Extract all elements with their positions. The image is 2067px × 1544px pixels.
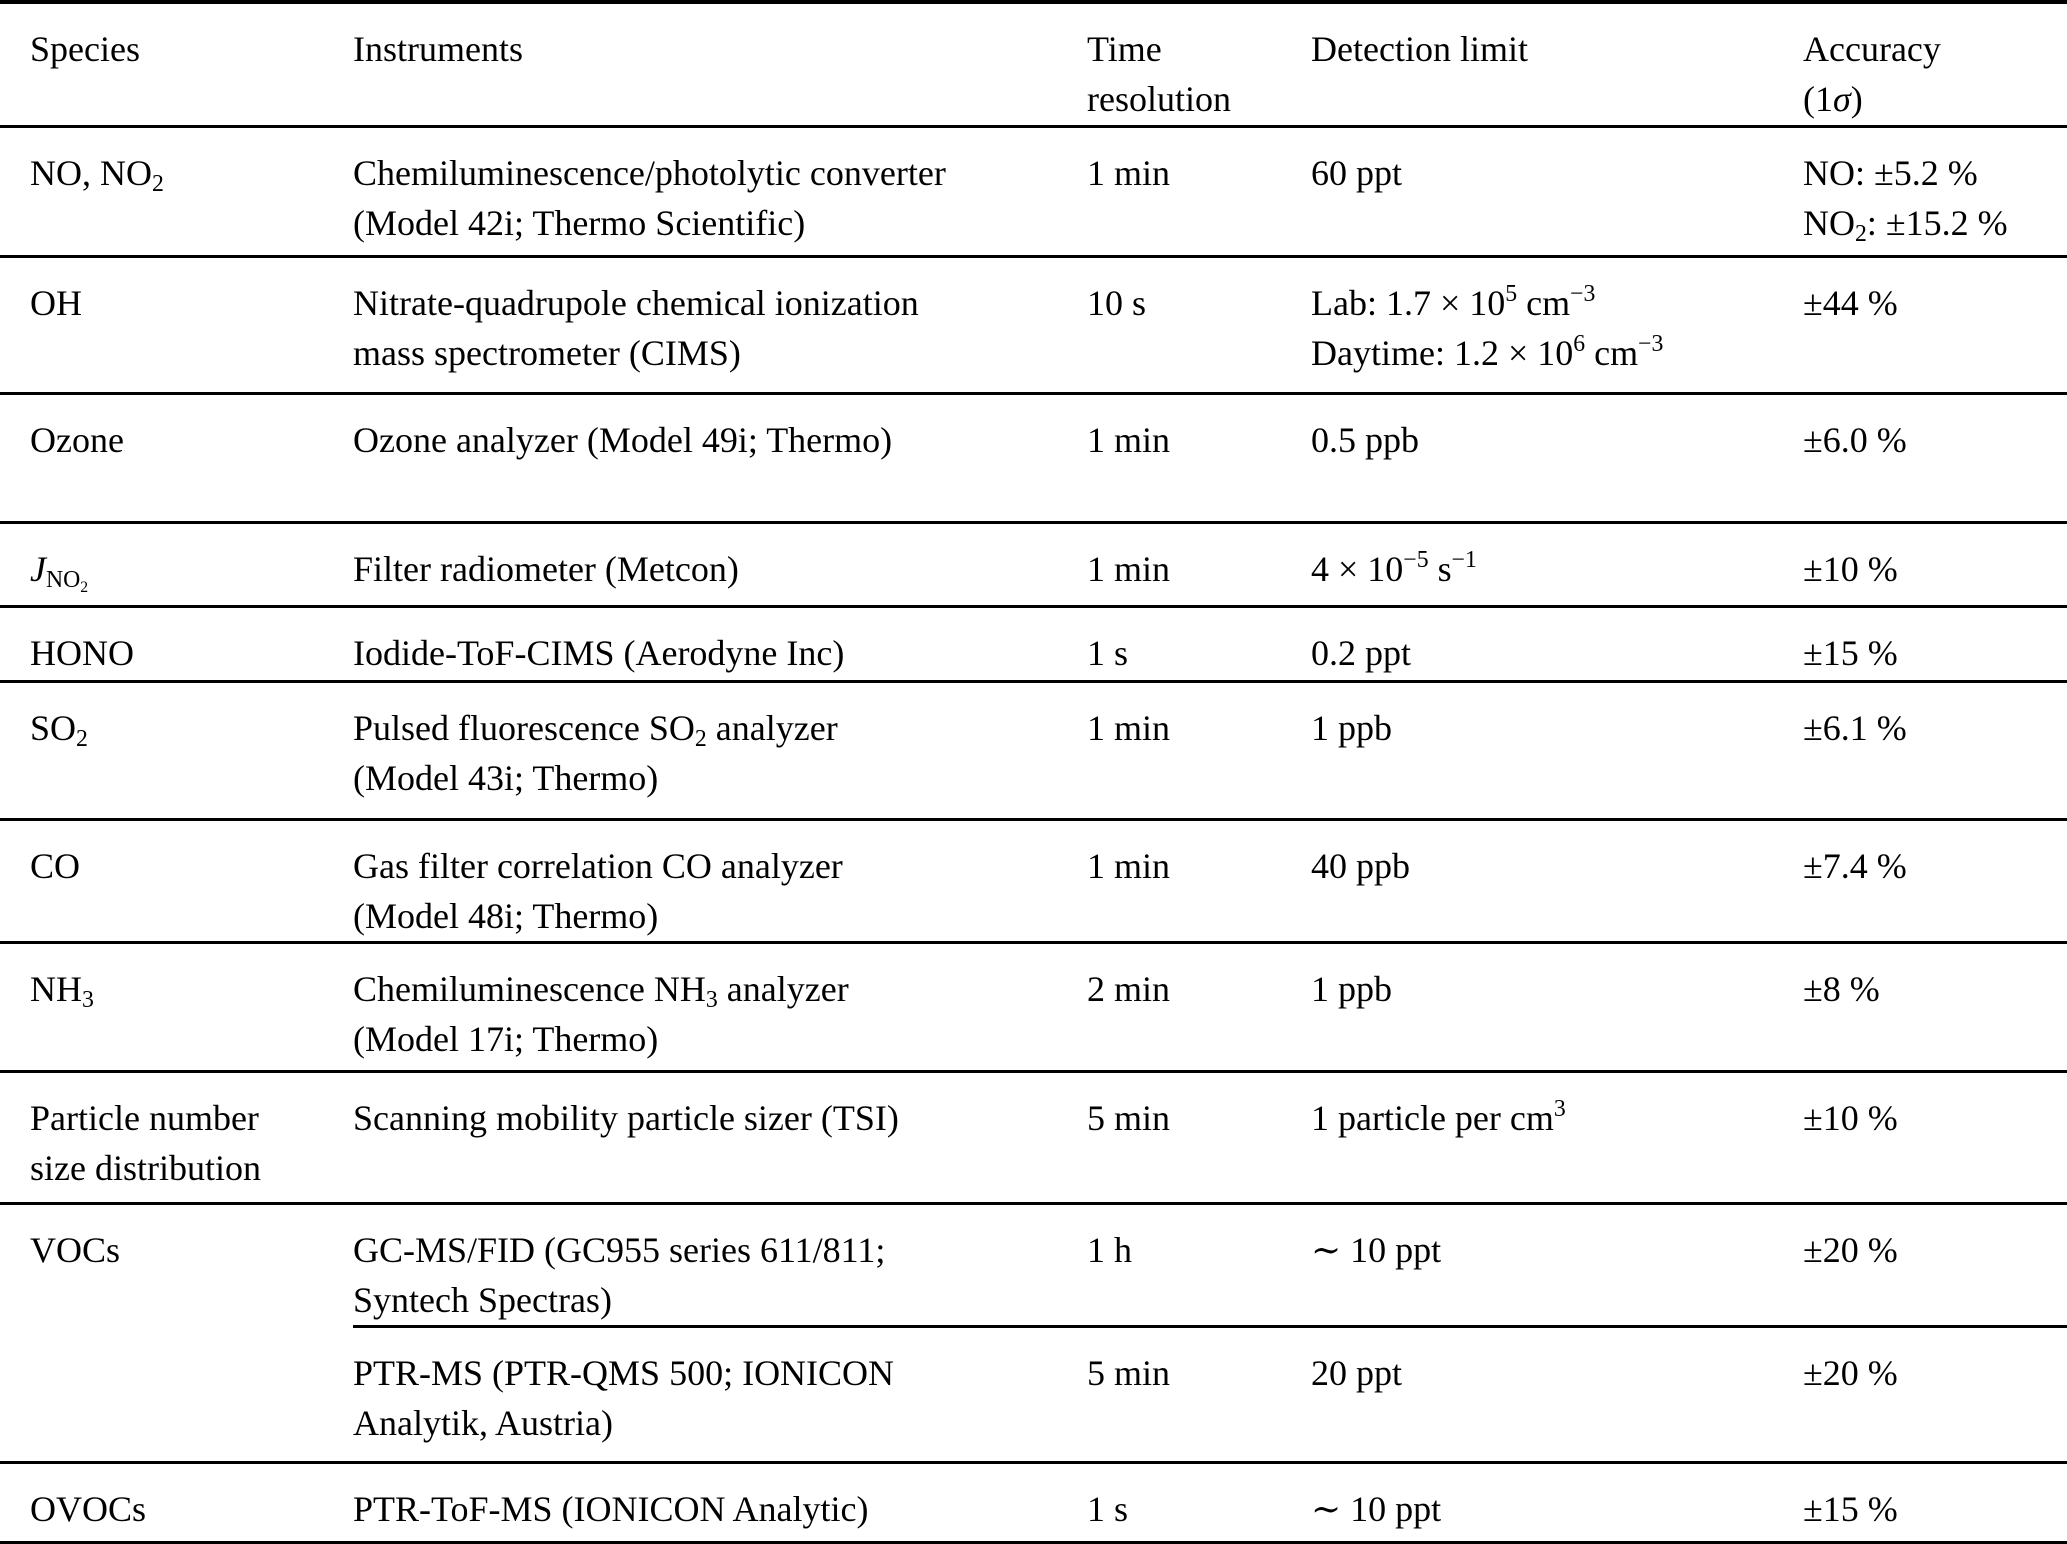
row-jno2: [0, 522, 2067, 606]
cell-accuracy: ±10 %: [1803, 522, 2067, 606]
cell-species: CO: [0, 819, 353, 942]
cell-species: VOCs: [0, 1203, 353, 1462]
cell-accuracy: ±7.4 %: [1803, 819, 2067, 942]
cell-time-resolution: 1 min: [1087, 681, 1311, 819]
cell-accuracy: ±8 %: [1803, 942, 2067, 1071]
cell-accuracy: ±6.1 %: [1803, 681, 2067, 819]
cell-accuracy: ±20 %: [1803, 1203, 2067, 1326]
cell-time-resolution: 1 s: [1087, 1488, 1129, 1529]
cell-detection-limit: $4 \times 10^{-5}$ $s^{-1}$: [1311, 522, 1803, 606]
cell-time-resolution: 10 s: [1087, 256, 1311, 393]
row-particle-number: [0, 1071, 2067, 1203]
row-ozone: [0, 393, 2067, 522]
cell-time-resolution: 1 min: [1087, 522, 1311, 606]
cell-detection-limit: Lab: $1.7 \times 10^5$ $cm^{-3}$ Daytime: $1.2 \times 10^6$ $cm^{-3}$: [1311, 256, 1803, 393]
cell-species: OVOCs: [30, 1488, 147, 1529]
cell-time-resolution: 1 h: [1087, 1203, 1311, 1326]
row-co: [0, 819, 2067, 942]
cell-time-resolution: 2 min: [1087, 942, 1311, 1071]
cell-species: Ozone: [0, 393, 353, 522]
cell-accuracy: ±10 %: [1803, 1071, 2067, 1203]
cell-detection-limit: 0.2 ppt: [1311, 606, 1803, 681]
cell-instruments: Nitrate-quadrupole chemical ionization mass spectrometer (CIMS): [353, 256, 1087, 393]
cell-detection-limit: 1 ppb: [1311, 681, 1803, 819]
cell-instruments: Scanning mobility particle sizer (TSI): [353, 1071, 1087, 1203]
cell-accuracy: NO: ±5.2 % $NO_2$: ±15.2 %: [1803, 126, 2067, 256]
cell-detection-limit: 1 particle per $cm^3$: [1311, 1071, 1803, 1203]
cell-detection-limit: 1 ppb: [1311, 942, 1803, 1071]
cell-detection-limit: 40 ppb: [1311, 819, 1803, 942]
cell-detection-limit: 20 ppt: [1311, 1326, 1803, 1462]
cell-species: HONO: [0, 606, 353, 681]
row-vocs-gcms: [0, 1203, 2067, 1326]
row-no-no2: [0, 126, 2067, 256]
cell-detection-limit: ∼ 10 ppt: [1311, 1488, 1442, 1529]
header-row: [0, 2, 2067, 126]
cell-instruments: PTR-ToF-MS (IONICON Analytic): [353, 1488, 869, 1529]
row-ovocs: [0, 1462, 2067, 1543]
cell-species: Particle number size distribution: [0, 1071, 353, 1203]
cell-instruments: Gas filter correlation CO analyzer (Model 48i; Thermo): [353, 819, 1087, 942]
cell-species: NO, $NO_2$: [0, 126, 353, 256]
cell-accuracy: ±44 %: [1803, 256, 2067, 393]
row-so2: [0, 681, 2067, 819]
column-header-accuracy: Accuracy (1σ): [1803, 2, 2067, 126]
cell-detection-limit: 60 ppt: [1311, 126, 1803, 256]
cell-instruments: Ozone analyzer (Model 49i; Thermo): [353, 393, 1087, 522]
cell-detection-limit: ∼ 10 ppt: [1311, 1203, 1803, 1326]
cell-instruments: Pulsed fluorescence $SO_2$ analyzer (Model 43i; Thermo): [353, 681, 1087, 819]
row-hono: [0, 606, 2067, 681]
column-header-detection-limit: Detection limit: [1311, 2, 1803, 126]
row-nh3: [0, 942, 2067, 1071]
cell-accuracy: ±15 %: [1803, 606, 2067, 681]
cell-species: OH: [0, 256, 353, 393]
cell-instruments: GC-MS/FID (GC955 series 611/811; Syntech Spectras): [353, 1203, 1087, 1326]
row-oh: [0, 256, 2067, 393]
cell-time-resolution: 1 min: [1087, 393, 1311, 522]
cell-instruments: PTR-MS (PTR-QMS 500; IONICON Analytik, Austria): [353, 1326, 1087, 1462]
cell-instruments: Chemiluminescence $NH_3$ analyzer (Model 17i; Thermo): [353, 942, 1087, 1071]
cell-instruments: Chemiluminescence/photolytic converter (Model 42i; Thermo Scientific): [353, 126, 1087, 256]
cell-time-resolution: 1 min: [1087, 819, 1311, 942]
cell-species: $J_{NO_2}$: [0, 522, 353, 606]
cell-detection-limit: 0.5 ppb: [1311, 393, 1803, 522]
cell-species: $SO_2$: [0, 681, 353, 819]
cell-time-resolution: 5 min: [1087, 1326, 1311, 1462]
cell-instruments: Iodide-ToF-CIMS (Aerodyne Inc): [353, 606, 1087, 681]
cell-accuracy: ±15 %: [1803, 1488, 1898, 1529]
column-header-instruments: Instruments: [353, 2, 1087, 126]
cell-accuracy: ±6.0 %: [1803, 393, 2067, 522]
cell-species: $NH_3$: [0, 942, 353, 1071]
cell-time-resolution: 1 s: [1087, 606, 1311, 681]
cell-instruments: Filter radiometer (Metcon): [353, 522, 1087, 606]
cell-time-resolution: 1 min: [1087, 126, 1311, 256]
column-header-species: Species: [0, 2, 353, 126]
column-header-time-resolution: Time resolution: [1087, 2, 1311, 126]
cell-accuracy: ±20 %: [1803, 1326, 2067, 1462]
cell-time-resolution: 5 min: [1087, 1071, 1311, 1203]
